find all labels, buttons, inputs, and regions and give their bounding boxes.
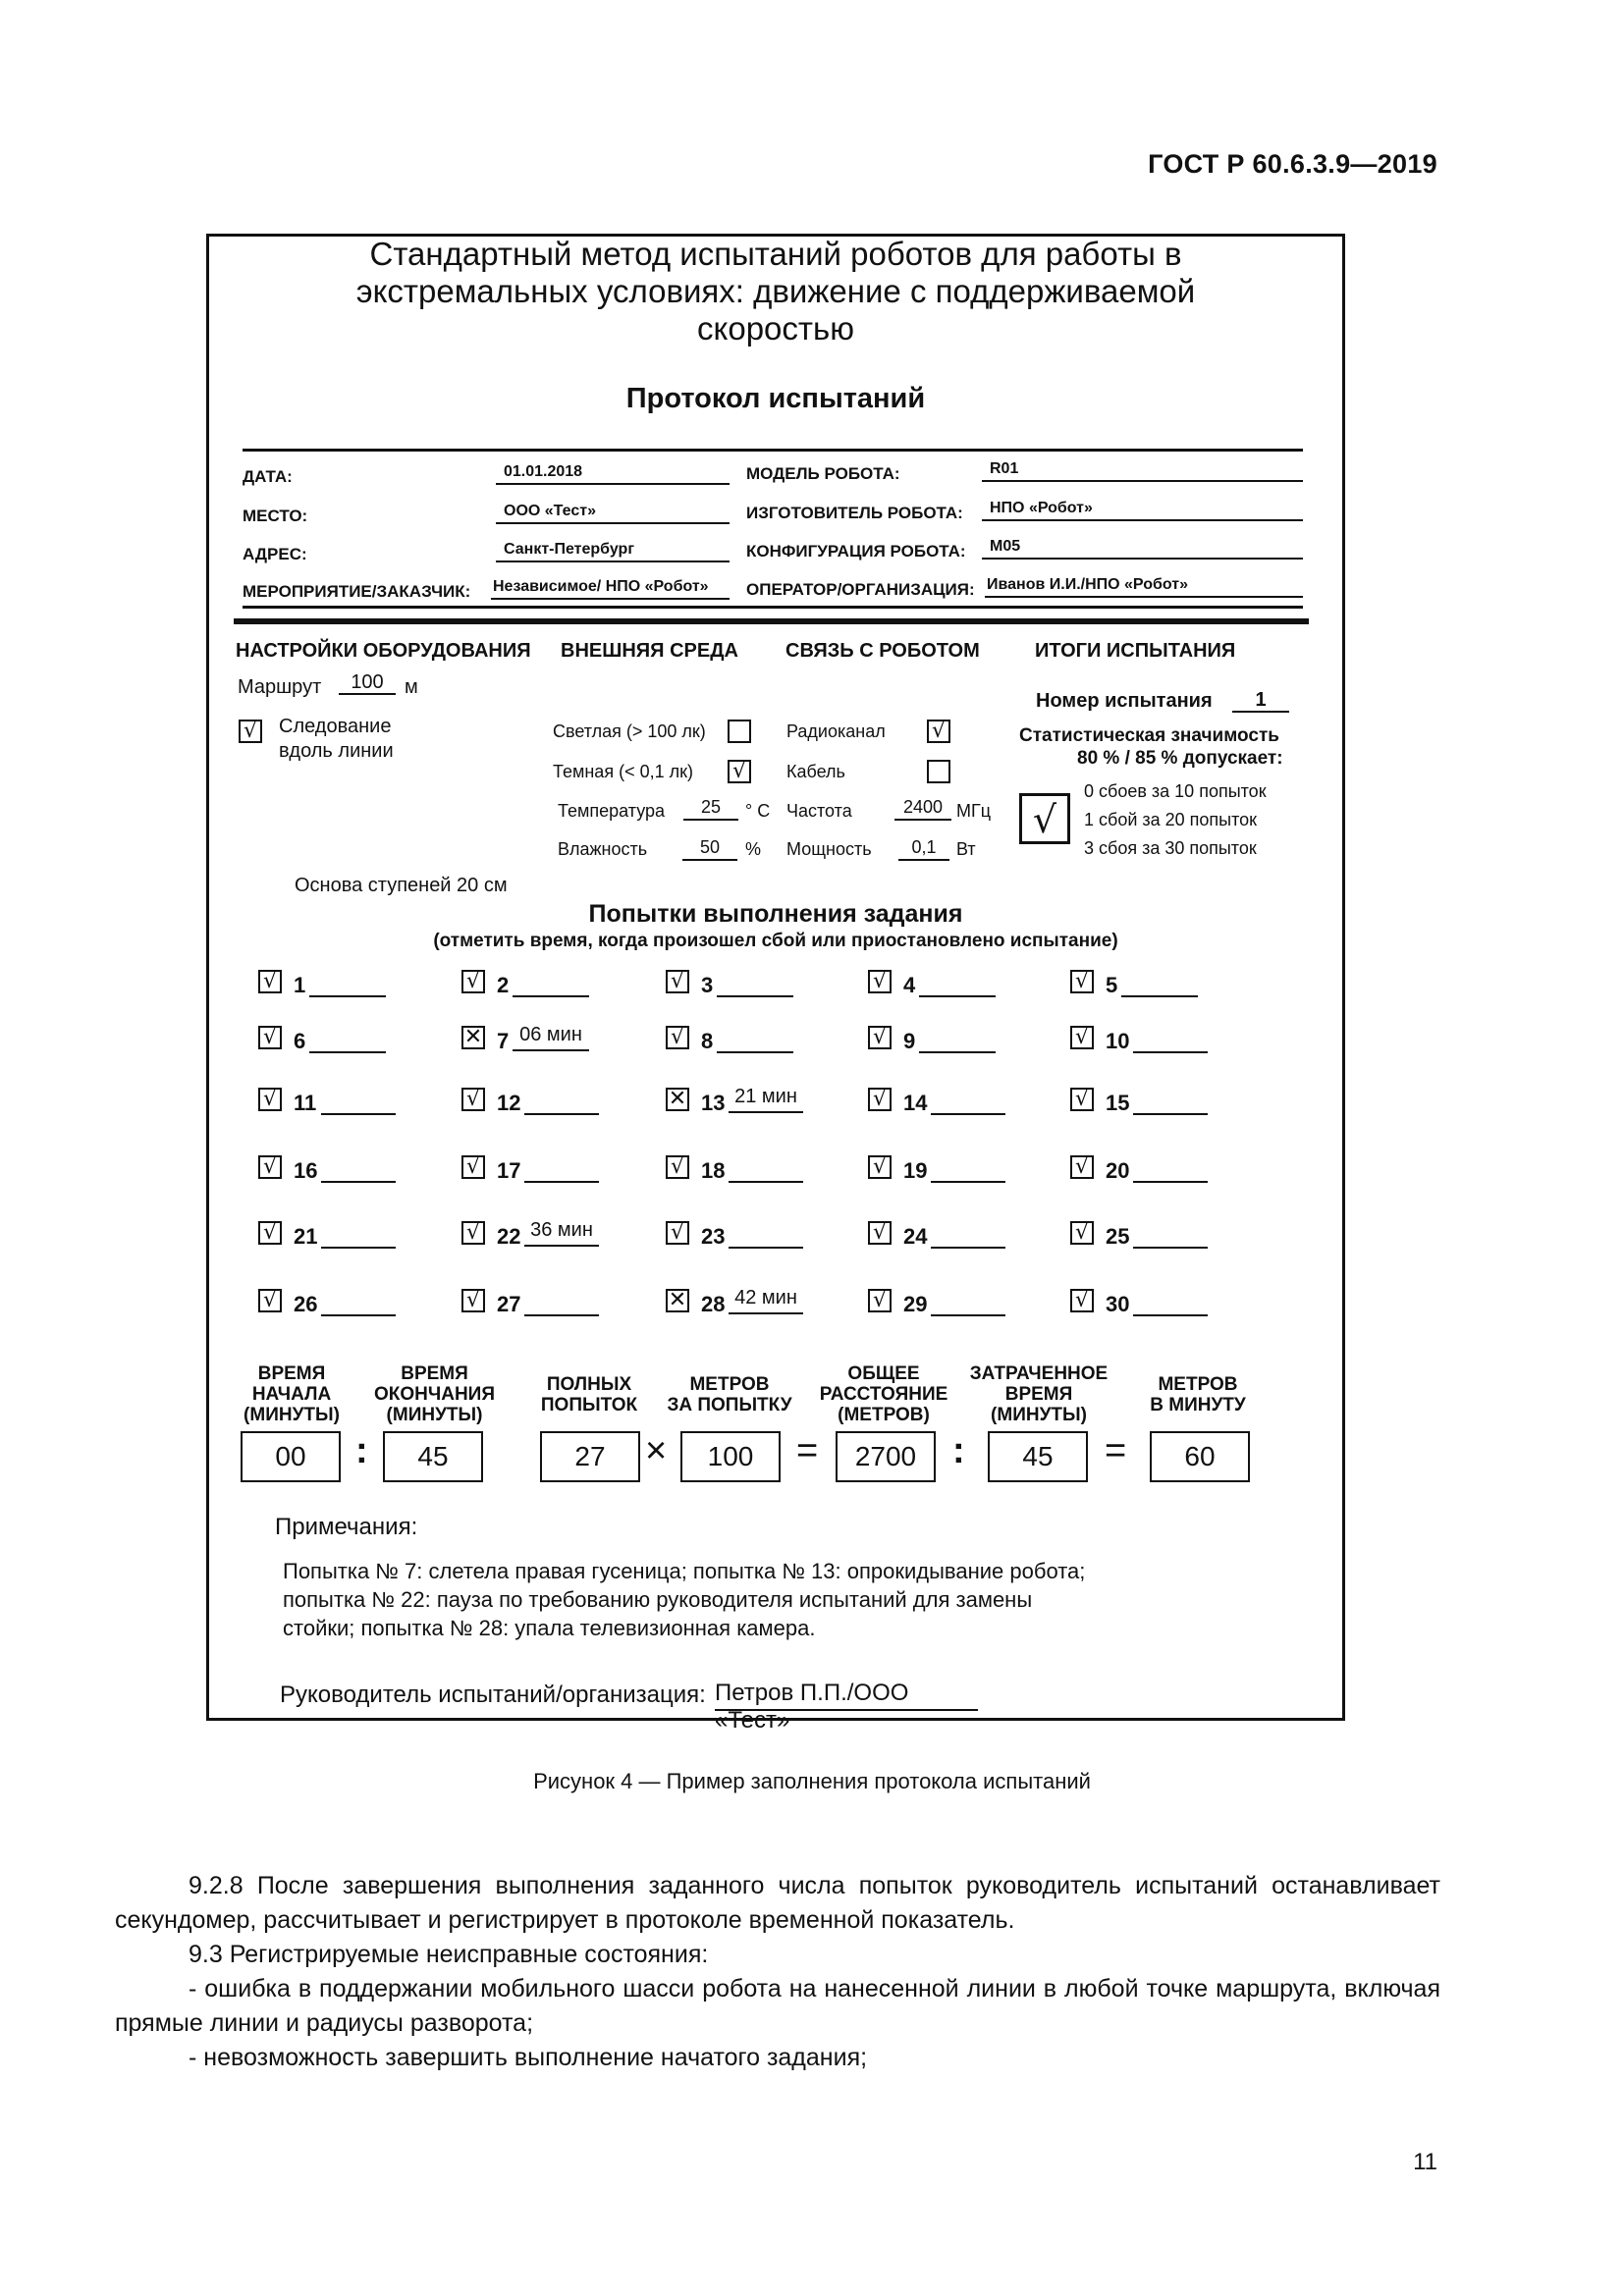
attempt-checkbox[interactable]: √ — [258, 1026, 282, 1049]
frequency-unit: МГц — [956, 801, 992, 821]
power-field[interactable]: 0,1 — [898, 837, 949, 861]
end-time-field[interactable]: 45 — [383, 1431, 483, 1482]
model-field[interactable]: R01 — [982, 460, 1303, 482]
operator-label: ОПЕРАТОР/ОРГАНИЗАЦИЯ: — [746, 580, 975, 599]
attempt-number: 9 — [903, 1029, 916, 1053]
route-label: Маршрут — [238, 676, 322, 698]
attempt-number: 19 — [903, 1158, 928, 1183]
attempt-time-field[interactable] — [309, 1032, 386, 1053]
form-title: Стандартный метод испытаний роботов для работы в экстремальных условиях: движение с поддерживаемой скоростью — [355, 236, 1196, 347]
attempt-checkbox[interactable]: √ — [461, 1289, 485, 1312]
page-number: 11 — [1413, 2149, 1437, 2175]
attempt-number: 27 — [497, 1292, 521, 1316]
attempt-number: 3 — [701, 973, 714, 997]
attempt-21 — [258, 1220, 318, 1251]
header-line: ЗАТРАЧЕННОЕ — [969, 1363, 1109, 1384]
stat-allowance: 80 % / 85 % допускает: — [1077, 748, 1283, 769]
follow-line-label: Следование — [279, 716, 392, 737]
attempt-time-field[interactable] — [309, 976, 386, 997]
header-line: РАССТОЯНИЕ — [819, 1384, 948, 1405]
attempt-time-field[interactable]: 42 мин — [729, 1287, 803, 1314]
attempt-20 — [1070, 1154, 1130, 1185]
attempt-checkbox[interactable]: √ — [1070, 970, 1094, 993]
dark-label: Темная (< 0,1 лк) — [553, 762, 693, 781]
attempt-checkbox[interactable]: √ — [1070, 1221, 1094, 1245]
attempt-checkbox[interactable]: √ — [258, 1155, 282, 1179]
radio-checkbox[interactable]: √ — [927, 720, 950, 743]
attempts-title: Попытки выполнения задания — [588, 900, 963, 928]
stat-significance: Статистическая значимость — [1019, 725, 1279, 746]
operator-field[interactable]: Иванов И.И./НПО «Робот» — [985, 576, 1303, 598]
attempt-17 — [461, 1154, 521, 1185]
attempt-number: 18 — [701, 1158, 726, 1183]
header-line: НАЧАЛА — [251, 1384, 332, 1405]
attempt-24 — [868, 1220, 928, 1251]
end-time-header — [363, 1363, 506, 1425]
light-checkbox[interactable] — [728, 720, 751, 743]
attempt-number: 7 — [497, 1029, 510, 1053]
notes-line: стойки; попытка № 28: упала телевизионная камера. — [283, 1616, 816, 1640]
attempt-number: 1 — [294, 973, 306, 997]
attempt-time-field[interactable] — [1133, 1161, 1208, 1183]
comms-heading: СВЯЗЬ С РОБОТОМ — [785, 640, 980, 662]
attempt-9 — [868, 1025, 916, 1055]
paragraph: - невозможность завершить выполнение начатого задания; — [189, 2044, 868, 2071]
route-unit: м — [405, 676, 418, 698]
place-field[interactable]: ООО «Тест» — [496, 503, 730, 524]
attempt-5 — [1070, 969, 1118, 999]
results-heading: ИТОГИ ИСПЫТАНИЯ — [1035, 640, 1236, 662]
event-label: МЕРОПРИЯТИЕ/ЗАКАЗЧИК: — [243, 582, 471, 601]
header-line: ПОПЫТОК — [540, 1395, 638, 1415]
attempt-time-field[interactable] — [1133, 1094, 1208, 1115]
address-label: АДРЕС: — [243, 545, 307, 563]
maker-label: ИЗГОТОВИТЕЛЬ РОБОТА: — [746, 504, 963, 522]
attempt-number: 21 — [294, 1224, 318, 1249]
light-label: Светлая (> 100 лк) — [553, 721, 706, 741]
attempt-14 — [868, 1087, 928, 1117]
header-line: ОКОНЧАНИЯ — [374, 1384, 495, 1405]
attempt-18 — [666, 1154, 726, 1185]
attempt-number: 8 — [701, 1029, 714, 1053]
attempt-29 — [868, 1288, 928, 1318]
attempt-26 — [258, 1288, 318, 1318]
trial-number-field[interactable]: 1 — [1232, 689, 1289, 713]
attempt-time-field[interactable] — [729, 1161, 803, 1183]
config-field[interactable]: M05 — [982, 538, 1303, 560]
header-line: (МИНУТЫ) — [991, 1405, 1087, 1425]
attempt-number: 25 — [1106, 1224, 1130, 1249]
header-line: ВРЕМЯ — [257, 1363, 326, 1384]
attempt-number: 4 — [903, 973, 916, 997]
attempt-number: 5 — [1106, 973, 1118, 997]
attempt-number: 16 — [294, 1158, 318, 1183]
attempt-checkbox[interactable]: √ — [461, 1221, 485, 1245]
attempt-checkbox[interactable]: √ — [666, 1026, 689, 1049]
total-distance-field[interactable]: 2700 — [836, 1431, 936, 1482]
attempt-time-field[interactable]: 21 мин — [729, 1086, 803, 1113]
attempt-checkbox[interactable]: √ — [868, 1289, 892, 1312]
date-field[interactable]: 01.01.2018 — [496, 463, 730, 485]
frequency-label: Частота — [786, 801, 852, 821]
attempt-number: 13 — [701, 1091, 726, 1115]
attempt-time-field[interactable] — [919, 1032, 996, 1053]
attempt-25 — [1070, 1220, 1130, 1251]
config-label: КОНФИГУРАЦИЯ РОБОТА: — [746, 542, 966, 561]
attempt-27 — [461, 1288, 521, 1318]
attempt-number: 23 — [701, 1224, 726, 1249]
notes-line: попытка № 22: пауза по требованию руководителя испытаний для замены — [283, 1587, 1033, 1612]
header-line: МЕТРОВ — [1158, 1374, 1238, 1395]
stat-option: 1 сбой за 20 попыток — [1084, 810, 1258, 829]
attempt-checkbox[interactable]: √ — [258, 970, 282, 993]
attempts-subtitle: (отметить время, когда произошел сбой или приостановлено испытание) — [433, 931, 1118, 951]
attempt-1 — [258, 969, 306, 999]
divider-thick — [234, 618, 1309, 624]
attempt-time-field[interactable] — [1121, 976, 1198, 997]
attempt-8 — [666, 1025, 714, 1055]
attempt-time-field[interactable] — [931, 1295, 1005, 1316]
attempt-number: 26 — [294, 1292, 318, 1316]
attempt-15 — [1070, 1087, 1130, 1117]
attempt-number: 29 — [903, 1292, 928, 1316]
header-line: В МИНУТУ — [1150, 1395, 1246, 1415]
notes-line: Попытка № 7: слетела правая гусеница; попытка № 13: опрокидывание робота; — [283, 1559, 1086, 1583]
time-spent-header — [960, 1363, 1117, 1425]
power-label: Мощность — [786, 839, 872, 859]
attempt-checkbox[interactable]: √ — [868, 1221, 892, 1245]
model-label: МОДЕЛЬ РОБОТА: — [746, 464, 900, 483]
attempt-checkbox[interactable]: √ — [461, 1155, 485, 1179]
attempt-16 — [258, 1154, 318, 1185]
attempt-number: 10 — [1106, 1029, 1130, 1053]
attempt-checkbox[interactable]: √ — [461, 970, 485, 993]
attempt-checkbox[interactable]: √ — [1070, 1088, 1094, 1111]
header-line: (МЕТРОВ) — [838, 1405, 930, 1425]
attempt-time-field[interactable] — [321, 1227, 396, 1249]
colon-operator: : — [952, 1430, 965, 1471]
header-line: ЗА ПОПЫТКУ — [667, 1395, 792, 1415]
attempt-time-field[interactable] — [931, 1227, 1005, 1249]
notes-text — [283, 1557, 1085, 1642]
attempt-time-field[interactable] — [1133, 1227, 1208, 1249]
stat-result-checkbox[interactable]: √ — [1019, 793, 1070, 844]
attempt-number: 2 — [497, 973, 510, 997]
meters-per-minute-field[interactable]: 60 — [1150, 1431, 1250, 1482]
attempt-checkbox[interactable]: √ — [868, 1026, 892, 1049]
time-spent-field[interactable]: 45 — [988, 1431, 1088, 1482]
attempt-number: 30 — [1106, 1292, 1130, 1316]
equals-operator: = — [1105, 1430, 1127, 1471]
attempt-number: 15 — [1106, 1091, 1130, 1115]
attempt-checkbox[interactable]: √ — [666, 1155, 689, 1179]
attempt-number: 24 — [903, 1224, 928, 1249]
attempt-number: 28 — [701, 1292, 726, 1316]
dark-checkbox[interactable]: √ — [728, 760, 751, 783]
temperature-label: Температура — [558, 801, 666, 821]
start-time-field[interactable]: 00 — [241, 1431, 341, 1482]
attempt-4 — [868, 969, 916, 999]
humidity-field[interactable]: 50 — [682, 837, 737, 861]
date-label: ДАТА: — [243, 467, 293, 486]
event-field[interactable]: Независимое/ НПО «Робот» — [491, 578, 730, 600]
attempt-10 — [1070, 1025, 1130, 1055]
radio-label: Радиоканал — [786, 721, 886, 741]
trial-number-label: Номер испытания — [1036, 690, 1213, 712]
attempt-checkbox[interactable]: √ — [666, 1221, 689, 1245]
attempt-number: 12 — [497, 1091, 521, 1115]
header-line: (МИНУТЫ) — [386, 1405, 483, 1425]
attempt-checkbox[interactable]: √ — [258, 1289, 282, 1312]
route-field[interactable]: 100 — [339, 671, 396, 695]
attempt-number: 22 — [497, 1224, 521, 1249]
full-attempts-header — [530, 1374, 648, 1415]
humidity-label: Влажность — [558, 839, 648, 859]
environment-heading: ВНЕШНЯЯ СРЕДА — [561, 640, 738, 662]
attempt-time-field[interactable] — [717, 976, 793, 997]
equipment-heading: НАСТРОЙКИ ОБОРУДОВАНИЯ — [236, 640, 531, 662]
attempt-time-field[interactable] — [717, 1032, 793, 1053]
attempt-3 — [666, 969, 714, 999]
paragraph: 9.3 Регистрируемые неисправные состояния: — [189, 1941, 709, 1968]
equals-operator: = — [796, 1430, 819, 1471]
attempt-checkbox[interactable]: √ — [868, 1088, 892, 1111]
attempt-time-field[interactable] — [1133, 1295, 1208, 1316]
attempt-23 — [666, 1220, 726, 1251]
attempt-time-field[interactable] — [524, 1161, 599, 1183]
meters-per-attempt-field[interactable]: 100 — [680, 1431, 781, 1482]
attempt-22 — [461, 1219, 593, 1251]
attempt-11 — [258, 1087, 317, 1117]
total-distance-header — [810, 1363, 957, 1425]
attempt-checkbox[interactable]: √ — [461, 1088, 485, 1111]
attempt-time-field[interactable] — [729, 1227, 803, 1249]
attempt-6 — [258, 1025, 306, 1055]
frequency-field[interactable]: 2400 — [894, 797, 951, 821]
attempt-12 — [461, 1087, 521, 1117]
attempt-checkbox[interactable]: ✕ — [666, 1289, 689, 1312]
attempt-checkbox[interactable]: √ — [1070, 1155, 1094, 1179]
attempt-7 — [461, 1024, 582, 1055]
notes-label: Примечания: — [275, 1514, 418, 1540]
attempt-time-field[interactable] — [524, 1094, 599, 1115]
follow-line-label: вдоль линии — [279, 740, 394, 762]
attempt-time-field[interactable] — [321, 1094, 396, 1115]
header-line: ВРЕМЯ — [1004, 1384, 1073, 1405]
attempt-28 — [666, 1287, 797, 1318]
full-attempts-field[interactable]: 27 — [540, 1431, 640, 1482]
attempt-checkbox[interactable]: ✕ — [461, 1026, 485, 1049]
attempt-time-field[interactable] — [321, 1161, 396, 1183]
attempt-time-field[interactable] — [321, 1295, 396, 1316]
steps-base-note: Основа ступеней 20 см — [295, 875, 508, 896]
attempt-time-field[interactable] — [1133, 1032, 1208, 1053]
colon-operator: : — [355, 1430, 368, 1471]
temperature-field[interactable]: 25 — [683, 797, 738, 821]
header-line: ОБЩЕЕ — [847, 1363, 920, 1384]
divider — [243, 449, 1303, 452]
attempt-time-field[interactable] — [919, 976, 996, 997]
stat-option: 3 сбоя за 30 попыток — [1084, 838, 1257, 858]
humidity-unit: % — [745, 839, 762, 859]
attempt-checkbox[interactable]: √ — [1070, 1289, 1094, 1312]
place-label: МЕСТО: — [243, 507, 308, 525]
stat-option: 0 сбоев за 10 попыток — [1084, 781, 1267, 801]
temperature-unit: ° C — [745, 801, 771, 821]
cable-label: Кабель — [786, 762, 845, 781]
attempt-30 — [1070, 1288, 1130, 1318]
supervisor-field[interactable]: Петров П.П./ООО «Тест» — [715, 1680, 978, 1711]
header-line: ВРЕМЯ — [401, 1363, 468, 1384]
supervisor-label: Руководитель испытаний/организация: — [280, 1682, 706, 1708]
attempt-checkbox[interactable]: √ — [258, 1221, 282, 1245]
attempt-time-field[interactable]: 06 мин — [513, 1024, 589, 1051]
paragraph: 9.2.8 После завершения выполнения заданного числа попыток руководитель испытаний останавливает секундомер, рассчитывает и регистрирует в протоколе временной показатель. — [115, 1872, 1440, 1934]
attempt-time-field[interactable] — [931, 1094, 1005, 1115]
attempt-2 — [461, 969, 510, 999]
paragraph: - ошибка в поддержании мобильного шасси робота на нанесенной линии в любой точке маршрута, включая прямые линии и радиусы разворота; — [115, 1975, 1440, 2037]
maker-field[interactable]: НПО «Робот» — [982, 500, 1303, 521]
figure-caption: Рисунок 4 — Пример заполнения протокола испытаний — [533, 1769, 1091, 1793]
power-unit: Вт — [956, 839, 976, 859]
header-line: МЕТРОВ — [689, 1374, 770, 1395]
attempt-number: 6 — [294, 1029, 306, 1053]
attempt-number: 11 — [294, 1091, 317, 1115]
attempt-13 — [666, 1086, 797, 1117]
attempt-time-field[interactable] — [524, 1295, 599, 1316]
attempt-time-field[interactable] — [931, 1161, 1005, 1183]
attempt-number: 17 — [497, 1158, 521, 1183]
follow-line-checkbox[interactable]: √ — [239, 720, 262, 743]
meters-per-minute-header — [1134, 1374, 1262, 1415]
attempt-19 — [868, 1154, 928, 1185]
attempt-checkbox[interactable]: ✕ — [666, 1088, 689, 1111]
attempt-checkbox[interactable]: √ — [868, 970, 892, 993]
header-line: (МИНУТЫ) — [244, 1405, 340, 1425]
attempt-checkbox[interactable]: √ — [868, 1155, 892, 1179]
cable-checkbox[interactable] — [927, 760, 950, 783]
header-line: ПОЛНЫХ — [546, 1374, 632, 1395]
attempt-checkbox[interactable]: √ — [666, 970, 689, 993]
attempt-time-field[interactable] — [513, 976, 589, 997]
standard-header: ГОСТ Р 60.6.3.9—2019 — [1148, 149, 1437, 179]
start-time-header — [233, 1363, 351, 1425]
address-field[interactable]: Санкт-Петербург — [496, 541, 730, 562]
divider — [243, 606, 1303, 609]
meters-per-attempt-header — [656, 1374, 803, 1415]
attempt-checkbox[interactable]: √ — [1070, 1026, 1094, 1049]
form-subtitle: Протокол испытаний — [625, 383, 926, 414]
attempt-time-field[interactable]: 36 мин — [524, 1219, 599, 1247]
attempt-number: 20 — [1106, 1158, 1130, 1183]
multiply-operator: × — [645, 1430, 668, 1471]
attempt-checkbox[interactable]: √ — [258, 1088, 282, 1111]
attempt-number: 14 — [903, 1091, 928, 1115]
